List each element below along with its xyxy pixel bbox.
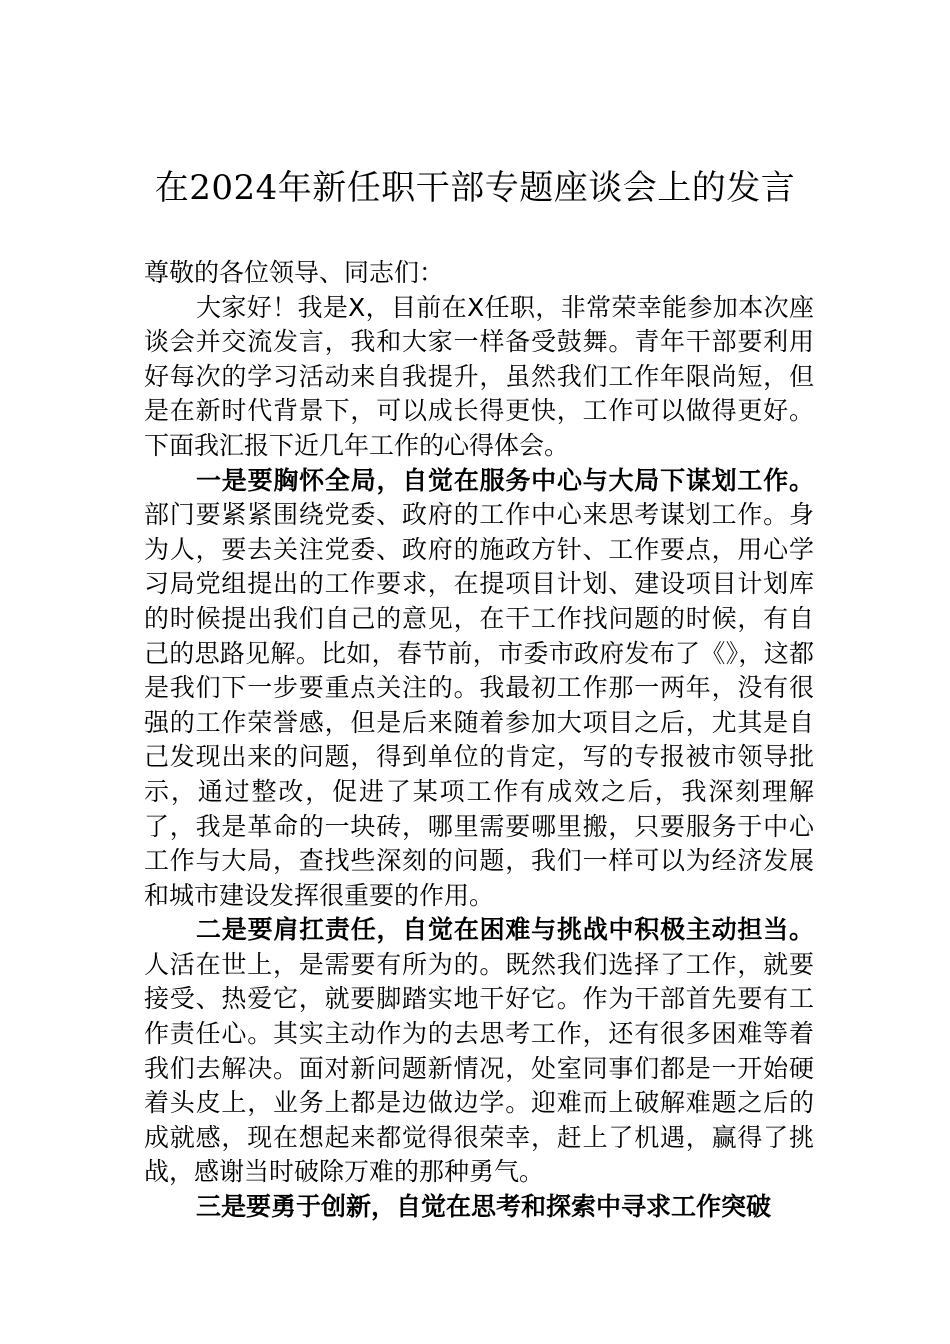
section-3-paragraph	[144, 1190, 814, 1225]
section-1-paragraph	[144, 464, 814, 914]
section-2-paragraph	[144, 913, 814, 1190]
intro-paragraph: 大家好！我是X，目前在X任职，非常荣幸能参加本次座谈会并交流发言，我和大家一样备受鼓舞。青年干部要利用好每次的学习活动来自我提升，虽然我们工作年限尚短，但是在新时代背景下，可以成长得更快，工作可以做得更好。下面我汇报下近几年工作的心得体会。	[144, 292, 814, 460]
section-1-heading: 一是要胸怀全局，自觉在服务中心与大局下谋划工作。	[196, 465, 814, 495]
salutation: 尊敬的各位领导、同志们：	[144, 258, 445, 287]
page-title: 在2024年新任职干部专题座谈会上的发言	[154, 168, 796, 208]
section-1-body: 部门要紧紧围绕党委、政府的工作中心来思考谋划工作。身为人，要去关注党委、政府的施政方针、工作要点，用心学习局党组提出的工作要求，在提项目计划、建设项目计划库的时候提出我们自己的意见，在干工作找问题的时候，有自己的思路见解。比如，春节前，市委市政府发布了《》，这都是我们下一步要重点关注的。我最初工作那一两年，没有很强的工作荣誉感，但是后来随着参加大项目之后，尤其是自己发现出来的问题，得到单位的肯定，写的专报被市领导批示，通过整改，促进了某项工作有成效之后，我深刻理解了，我是革命的一块砖，哪里需要哪里搬，只要服务于中心工作与大局，查找些深刻的问题，我们一样可以为经济发展和城市建设发挥很重要的作用。	[144, 500, 814, 910]
document-body	[144, 256, 814, 1225]
section-2-heading: 二是要肩扛责任，自觉在困难与挑战中积极主动担当。	[196, 915, 814, 945]
section-3-heading: 三是要勇于创新，自觉在思考和探索中寻求工作突破	[196, 1192, 772, 1222]
section-2-body: 人活在世上，是需要有所为的。既然我们选择了工作，就要接受、热爱它，就要脚踏实地干好它。作为干部首先要有工作责任心。其实主动作为的去思考工作，还有很多困难等着我们去解决。面对新问题新情况，处室同事们都是一开始硬着头皮上，业务上都是边做边学。迎难而上破解难题之后的成就感，现在想起来都觉得很荣幸，赶上了机遇，赢得了挑战，感谢当时破除万难的那种勇气。	[144, 949, 814, 1187]
